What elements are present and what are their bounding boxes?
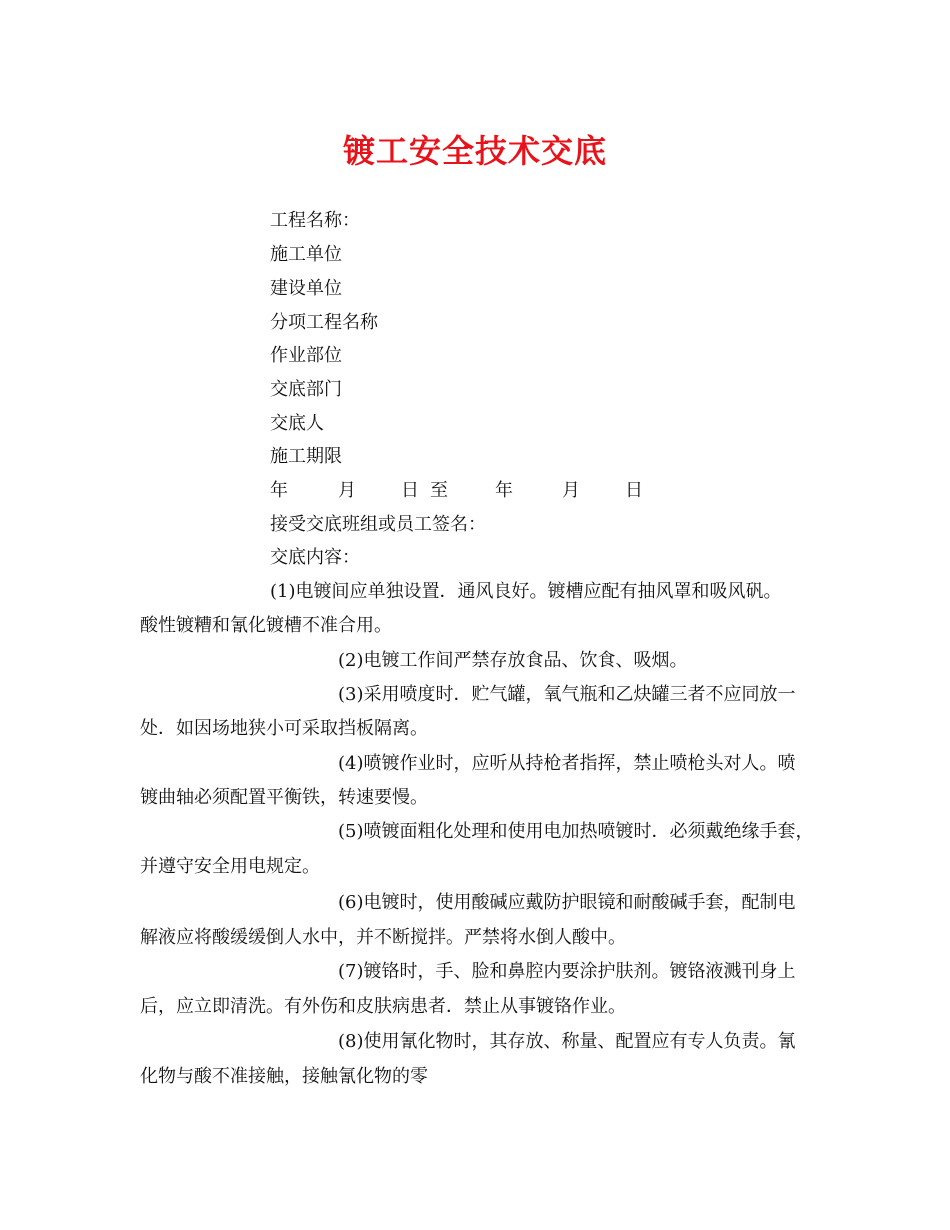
content-item-2-line-1: (2)电镀工作间严禁存放食品、饮食、吸烟。 bbox=[338, 650, 688, 671]
field-project-name: 工程名称： bbox=[270, 210, 360, 231]
content-item-7-line-1: (7)镀铬时，手、脸和鼻腔内要涂护肤剂。镀铬液溅刊身上 bbox=[338, 961, 796, 982]
field-owner-unit: 建设单位 bbox=[270, 278, 342, 299]
document-title: 镀工安全技术交底 bbox=[342, 132, 607, 170]
date-month-2: 月 bbox=[562, 480, 580, 501]
date-day-2: 日 bbox=[625, 480, 643, 501]
content-item-8-line-2: 化物与酸不准接触，接触氰化物的零 bbox=[140, 1066, 428, 1087]
field-construction-period: 施工期限 bbox=[270, 446, 342, 467]
field-work-location: 作业部位 bbox=[270, 345, 342, 366]
content-item-3-line-2: 处．如因场地狭小可采取挡板隔离。 bbox=[140, 718, 428, 739]
content-item-7-line-2: 后，应立即清洗。有外伤和皮肤病患者．禁止从事镀铬作业。 bbox=[140, 996, 626, 1017]
content-item-6-line-1: (6)电镀时，使用酸碱应戴防护眼镜和耐酸碱手套，配制电 bbox=[338, 892, 796, 913]
content-item-1-line-1: (1)电镀间应单独设置．通风良好。镀槽应配有抽风罩和吸风矾。 bbox=[270, 581, 782, 602]
date-to: 至 bbox=[430, 480, 448, 501]
content-item-4-line-2: 镀曲轴必须配置平衡铁，转速要慢。 bbox=[140, 787, 428, 808]
content-label: 交底内容： bbox=[270, 547, 360, 568]
date-year-1: 年 bbox=[270, 480, 288, 501]
signature-label: 接受交底班组或员工签名： bbox=[270, 514, 486, 535]
date-year-2: 年 bbox=[495, 480, 513, 501]
field-disclosure-dept: 交底部门 bbox=[270, 379, 342, 400]
content-item-1-line-2: 酸性镀糟和氰化镀槽不准合用。 bbox=[140, 615, 392, 636]
date-day-1: 日 bbox=[401, 480, 419, 501]
field-construction-unit: 施工单位 bbox=[270, 244, 342, 265]
field-sub-project: 分项工程名称 bbox=[270, 312, 378, 333]
content-item-8-line-1: (8)使用氰化物时，其存放、称量、配置应有专人负责。氰 bbox=[338, 1031, 796, 1052]
content-item-5-line-2: 并遵守安全用电规定。 bbox=[140, 856, 320, 877]
date-month-1: 月 bbox=[338, 480, 356, 501]
content-item-3-line-1: (3)采用喷度时．贮气罐，氧气瓶和乙炔罐三者不应同放一 bbox=[338, 684, 796, 705]
field-discloser: 交底人 bbox=[270, 413, 324, 434]
content-item-4-line-1: (4)喷镀作业时，应听从持枪者指挥，禁止喷枪头对人。喷 bbox=[338, 753, 796, 774]
content-item-6-line-2: 解液应将酸缓缓倒人水中，并不断搅拌。严禁将水倒人酸中。 bbox=[140, 927, 626, 948]
content-item-5-line-1: (5)喷镀面粗化处理和使用电加热喷镀时．必须戴绝缘手套， bbox=[338, 821, 814, 842]
